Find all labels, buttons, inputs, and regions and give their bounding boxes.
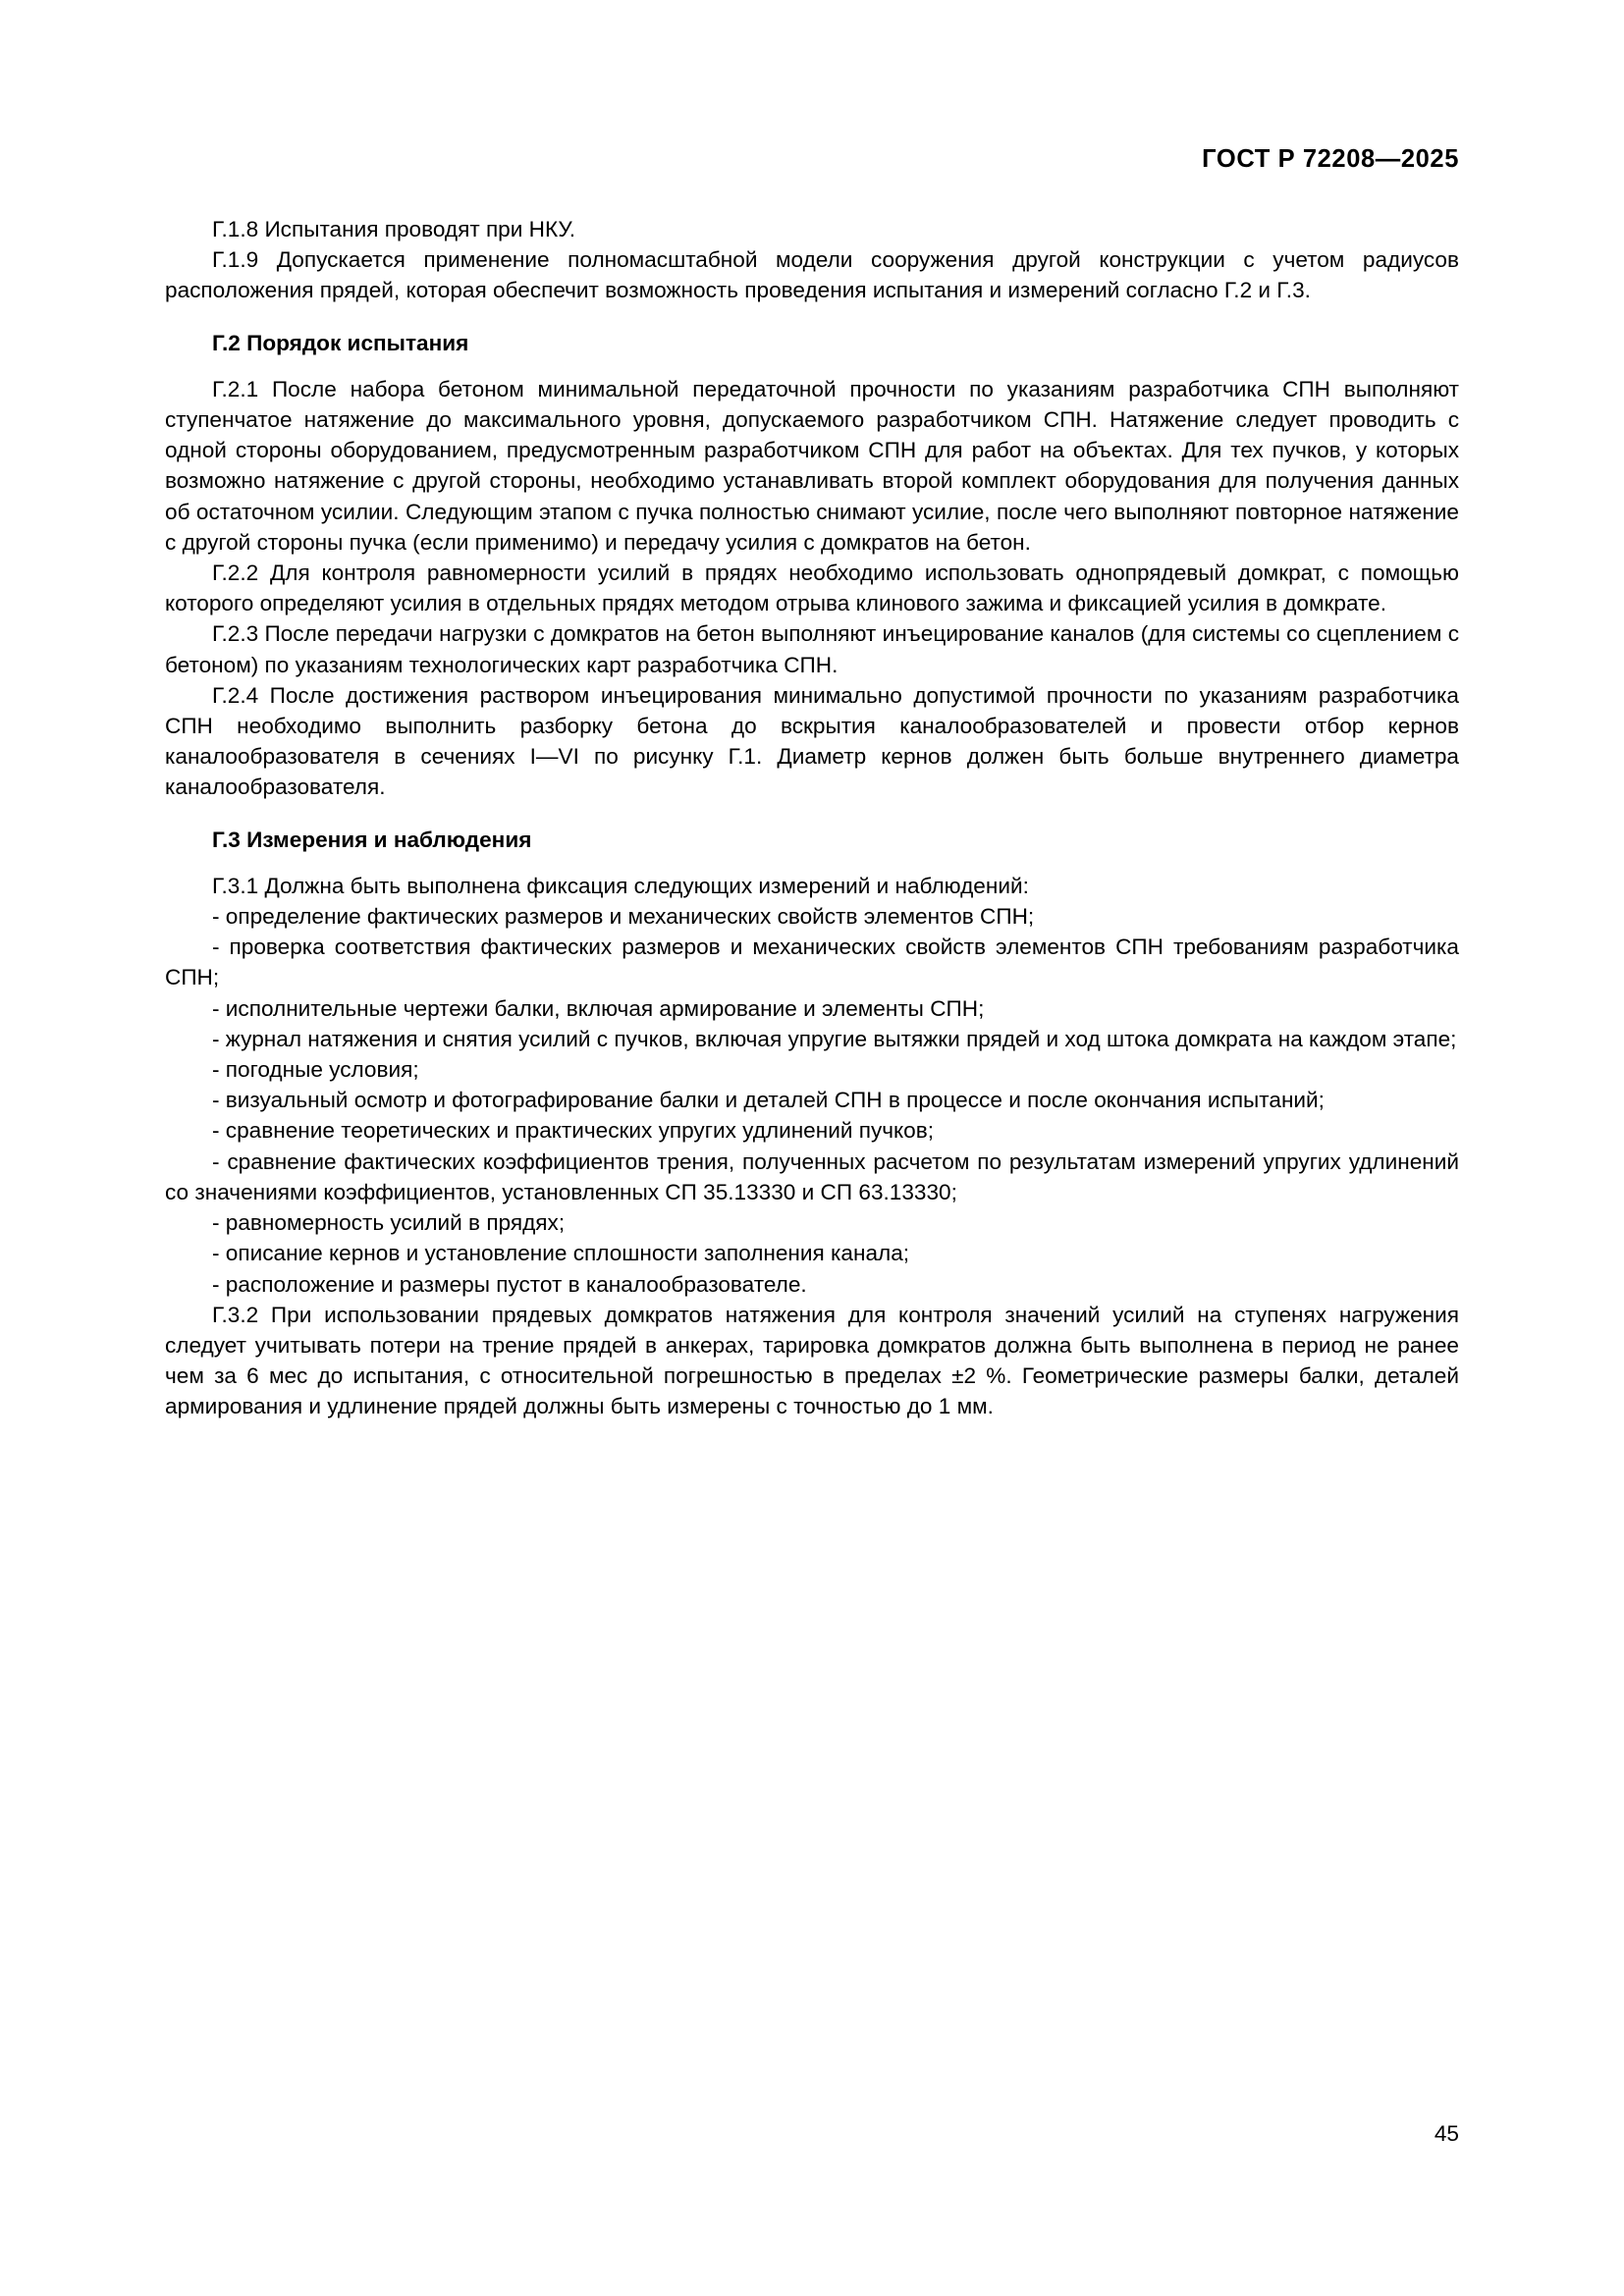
clause-g-2-4: Г.2.4 После достижения раствором инъецирования минимально допустимой прочности по указаниям разработчика СПН необходимо выполнить разборку бетона до вскрытия каналообразователей и провести отбор кернов каналообразователя в сечениях I—VI по рисунку Г.1. Диаметр кернов должен быть больше внутреннего диаметра каналообразователя. xyxy=(165,682,1459,800)
list-item: - расположение и размеры пустот в каналообразователе. xyxy=(212,1271,807,1297)
clause-g-1-8: Г.1.8 Испытания проводят при НКУ. xyxy=(212,217,576,241)
list-item: - проверка соответствия фактических размеров и механических свойств элементов СПН требованиям разработчика СПН; xyxy=(165,934,1459,990)
page-number: 45 xyxy=(1434,2121,1459,2146)
list-item: - визуальный осмотр и фотографирование балки и деталей СПН в процессе и после окончания испытаний; xyxy=(212,1088,1325,1113)
clause-g-1-9: Г.1.9 Допускается применение полномасштабной модели сооружения другой конструкции с учетом радиусов расположения прядей, которая обеспечит возможность проведения испытания и измерений согласно Г.2 и Г.3. xyxy=(165,247,1459,303)
clause-g-2-1: Г.2.1 После набора бетоном минимальной передаточной прочности по указаниям разработчика СПН выполняют ступенчатое натяжение до максимального уровня, допускаемого разработчиком СПН. Натяжение следует проводить с одной стороны оборудованием, предусмотренным разработчиком СПН для работ на объектах. Для тех пучков, у которых возможно натяжение с другой стороны, необходимо устанавливать второй комплект оборудования для получения данных об остаточном усилии. Следующим этапом с пучка полностью снимают усилие, после чего выполняют повторное натяжение с другой стороны пучка (если применимо) и передачу усилия с домкратов на бетон. xyxy=(165,376,1459,555)
clause-g-2-3: Г.2.3 После передачи нагрузки с домкратов на бетон выполняют инъецирование каналов (для системы со сцеплением с бетоном) по указаниям технологических карт разработчика СПН. xyxy=(165,621,1459,677)
list-item: - исполнительные чертежи балки, включая армирование и элементы СПН; xyxy=(212,995,985,1021)
heading-g-2: Г.2 Порядок испытания xyxy=(212,330,469,355)
clause-g-2-2: Г.2.2 Для контроля равномерности усилий в прядях необходимо использовать однопрядевый домкрат, с помощью которого определяют усилия в отдельных прядях методом отрыва клинового зажима и фиксацией усилия в домкрате. xyxy=(165,561,1459,616)
list-item: - сравнение теоретических и практических упругих удлинений пучков; xyxy=(212,1118,935,1144)
heading-g-3: Г.3 Измерения и наблюдения xyxy=(212,827,532,852)
list-item: - журнал натяжения и снятия усилий с пучков, включая упругие вытяжки прядей и ход штока домкрата на каждом этапе; xyxy=(212,1026,1457,1051)
page-header-standard-number: ГОСТ Р 72208—2025 xyxy=(1202,145,1459,173)
list-item: - равномерность усилий в прядях; xyxy=(212,1210,566,1236)
list-item: - сравнение фактических коэффициентов трения, полученных расчетом по результатам измерений упругих удлинений со значениями коэффициентов, установленных СП 35.13330 и СП 63.13330; xyxy=(165,1148,1459,1204)
clause-g-3-1: Г.3.1 Должна быть выполнена фиксация следующих измерений и наблюдений: xyxy=(212,873,1029,898)
list-item: - описание кернов и установление сплошности заполнения канала; xyxy=(212,1241,910,1266)
list-item: - определение фактических размеров и механических свойств элементов СПН; xyxy=(212,904,1035,930)
document-body xyxy=(165,214,1459,1422)
list-item: - погодные условия; xyxy=(212,1057,419,1083)
clause-g-3-2: Г.3.2 При использовании прядевых домкратов натяжения для контроля значений усилий на ступенях нагружения следует учитывать потери на трение прядей в анкерах, тарировка домкратов должна быть выполнена в период не ранее чем за 6 мес до испытания, с относительной погрешностью в пределах ±2 %. Геометрические размеры балки, деталей армирования и удлинение прядей должны быть измерены с точностью до 1 мм. xyxy=(165,1302,1459,1419)
